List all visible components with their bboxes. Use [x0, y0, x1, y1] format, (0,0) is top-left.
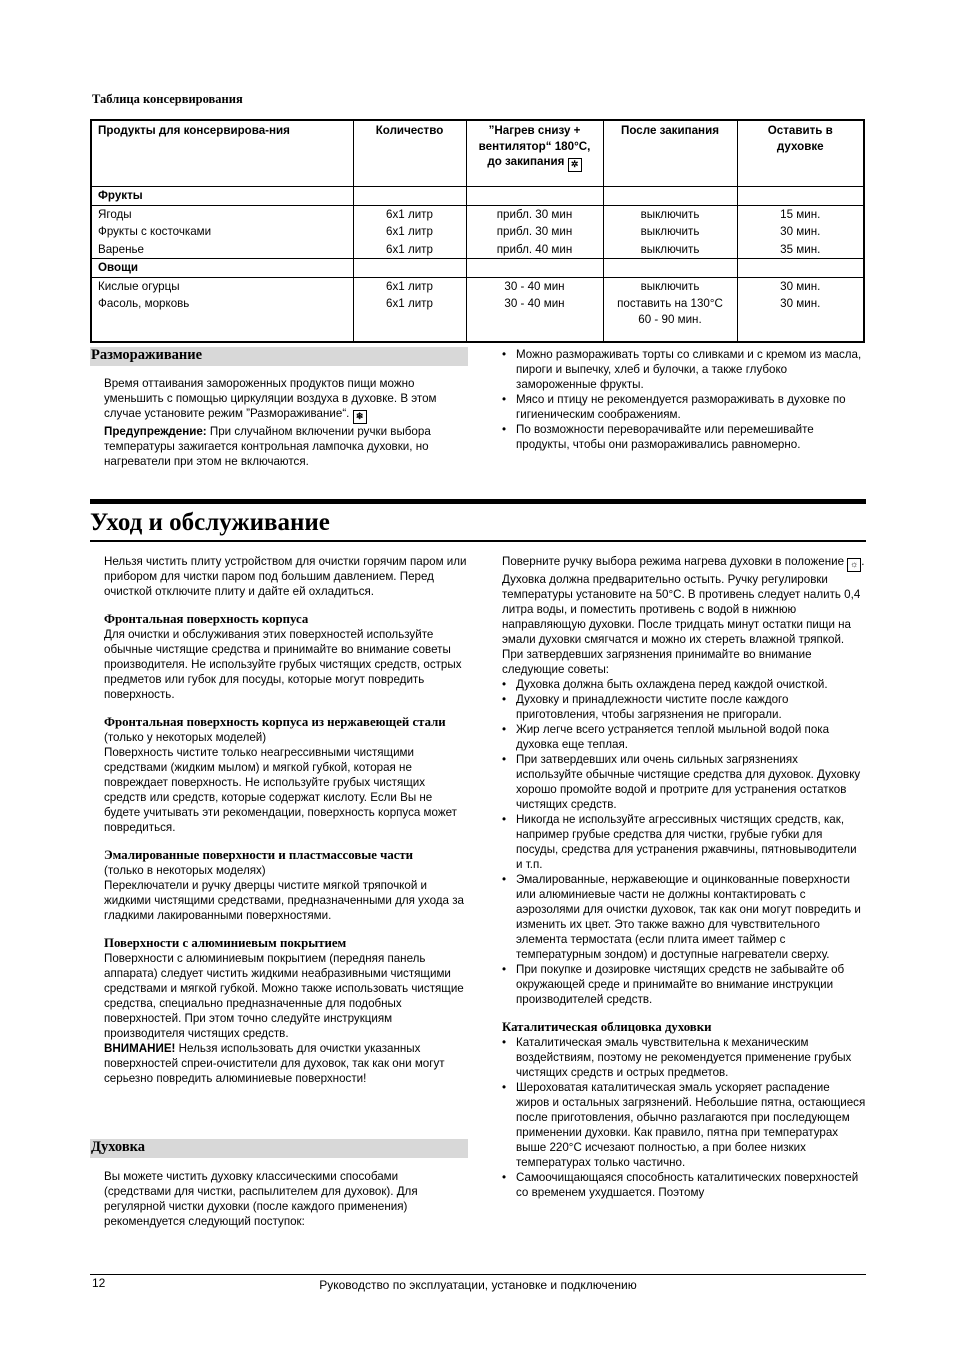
- list-item: • Духовку и принадлежности чистите после каждого приготовления, чтобы загрязнения не пригорали.: [502, 692, 866, 722]
- care-intro: Нельзя чистить плиту устройством для очистки горячим паром или прибором для чистки паром под большим давлением. Перед очисткой отключите плиту и дайте ей охладиться.: [104, 555, 467, 598]
- header-products: Продукты для консервирова-ния: [91, 120, 353, 187]
- group-row: Овощи: [91, 259, 864, 278]
- care-left-column: [104, 554, 468, 1086]
- oven-cleaning-text: Поверните ручку выбора режима нагрева духовки в положение ☼ . Духовка должна предварительно остыть. Ручку регулировки температуры установите на 50°С. В противень следует налить 0,4 литра воды, и поместить противень с водой в нижнюю направляющую духовки. После тридцать минут остатки пищи на эмали духовки смягчатся и можно их стереть влажной тряпкой.: [502, 555, 865, 646]
- steel-note: (только у некоторых моделей): [104, 731, 267, 744]
- table-title: Таблица консервирования: [92, 92, 243, 106]
- title-rule-bottom: [90, 540, 866, 542]
- defrost-text: Время оттаивания замороженных продуктов пищи можно уменьшить с помощью циркуляции воздуха в духовке. В этом случае установите режим ”Размораживание“. ❄ Предупреждение: При случайном включении ручки выбора температуры зажигается контрольная лампочка духовки, но нагреватели при этом не включаются.: [104, 377, 437, 468]
- list-item: • Духовка должна быть охлаждена перед каждой очисткой.: [502, 677, 866, 692]
- list-item: • При покупке и дозировке чистящих средств не забывайте об окружающей среде и принимайте во внимание инструкции производителей средств.: [502, 962, 866, 1007]
- list-item: • Эмалированные, нержавеющие и оцинкованные поверхности или алюминиевые части не должны контактировать с аэрозолями для очистки духовок, так как они могут повредить и изменить их цвет. Это также важно для чувствительного элемента термостата (если плита имеет таймер с температурным зондом) и доступные нагреватели сверху.: [502, 872, 866, 962]
- table-row: Ягоды 6х1 литр прибл. 30 мин выключить 15 мин.: [91, 205, 864, 223]
- enamel-text: Переключатели и ручку дверцы чистите мягкой тряпочкой и жидкими чистящими средствами, предназначенными для ухода за гладкими лакированными поверхностями.: [104, 879, 464, 922]
- care-right-column: [502, 554, 866, 1200]
- oven-cleaning-tips: [502, 677, 866, 1007]
- header-quantity: Количество: [353, 120, 466, 187]
- defrost-heading-bar: [90, 347, 468, 366]
- steel-heading: Фронтальная поверхность корпуса из нержавеющей стали: [104, 715, 446, 729]
- list-item: • Каталитическая эмаль чувствительна к механическим воздействиям, поэтому не рекомендуется применение грубых чистящих средств и острых предметов.: [502, 1035, 866, 1080]
- bottom-heat-fan-icon: ✲: [568, 158, 582, 172]
- canning-table: [90, 119, 865, 343]
- oven-text-block: [104, 1169, 468, 1229]
- table-row: Фасоль, морковь 6х1 литр 30 - 40 мин поставить на 130°С 60 - 90 мин. 30 мин.: [91, 295, 864, 342]
- list-item: • При затвердевших или очень сильных загрязнениях используйте обычные чистящие средства для духовок. Духовку хорошо промойте водой и протрите для устранения остатков чистящих средств.: [502, 752, 866, 812]
- oven-cleaning-tips-intro: При затвердевших загрязнения принимайте во внимание следующие советы:: [502, 648, 812, 676]
- group-row: Фрукты: [91, 187, 864, 206]
- table-row: Варенье 6х1 литр прибл. 40 мин выключить 35 мин.: [91, 241, 864, 259]
- header-leave: Оставить в духовке: [737, 120, 864, 187]
- page-number: 12: [92, 1276, 106, 1290]
- table-row: Фрукты с косточками 6х1 литр прибл. 30 мин выключить 30 мин.: [91, 223, 864, 241]
- list-item: • Можно размораживать торты со сливками и с кремом из масла, пироги и выпечку, хлеб и булочки, а также глубоко замороженные фрукты.: [502, 347, 866, 392]
- table-row: Кислые огурцы 6х1 литр 30 - 40 мин выключить 30 мин.: [91, 277, 864, 295]
- header-heating: ”Нагрев снизу + вентилятор“ 180°С, до закипания ✲: [466, 120, 603, 187]
- oven-heading: Духовка: [91, 1139, 146, 1155]
- table-header-row: [91, 120, 864, 187]
- catalytic-heading: Каталитическая облицовка духовки: [502, 1020, 712, 1034]
- header-after-boil: После закипания: [603, 120, 737, 187]
- list-item: • Жир легче всего устраняется теплой мыльной водой пока духовка еще теплая.: [502, 722, 866, 752]
- enamel-note: (только в некоторых моделях): [104, 864, 266, 877]
- alu-warning: ВНИМАНИЕ! Нельзя использовать для очистки указанных поверхностей спреи-очистители для духовок, так как они могут серьезно повредить алюминиевые поверхности!: [104, 1042, 445, 1085]
- alu-text: Поверхности с алюминиевым покрытием (передняя панель аппарата) следует чистить жидкими неабразивными чистящими средствами и мягкой губкой. Можно также использовать чистящие средства, специально предназначенные для подобных поверхностей. При этом точно следуйте инструкциям производителя чистящих средств.: [104, 952, 464, 1040]
- title-rule-top: [90, 499, 866, 504]
- footer-text: Руководство по эксплуатации, установке и подключению: [319, 1278, 637, 1292]
- defrost-tips: [502, 347, 866, 452]
- oven-mode-icon: ☼: [847, 558, 861, 572]
- oven-text: Вы можете чистить духовку классическими способами (средствами для чистки, распылителем для духовок). Для регулярной чистки духовки (после каждого применения) рекомендуется следующий поступок:: [104, 1170, 418, 1228]
- front-text: Для очистки и обслуживания этих поверхностей используйте обычные чистящие средства и принимайте во внимание советы производителя. Не используйте грубых чистящих средств, острых предметов или губок для посуды, которые могут повредить поверхность.: [104, 628, 462, 701]
- list-item: • Самоочищающаяся способность каталитических поверхностей со временем ухудшается. Поэтому: [502, 1170, 866, 1200]
- front-heading: Фронтальная поверхность корпуса: [104, 612, 309, 626]
- footer-rule: [90, 1274, 866, 1275]
- list-item: • Шероховатая каталитическая эмаль ускоряет распадение жиров и остальных загрязнений. Небольшие пятна, остающиеся после приготовления, обычно разлагаются при последующем применении духовки. Как правило, пятна при температурах выше 220°С исчезают полностью, а при более низких температурах только частично.: [502, 1080, 866, 1170]
- list-item: • Никогда не используйте агрессивных чистящих средств, как, например грубые средства для чистки, грубые губки для посуды, средства для устранения ржавчины, пятновыводители и т.п.: [502, 812, 866, 872]
- page-title: Уход и обслуживание: [90, 509, 330, 536]
- alu-heading: Поверхности с алюминиевым покрытием: [104, 936, 347, 950]
- enamel-heading: Эмалированные поверхности и пластмассовые части: [104, 848, 414, 862]
- list-item: • По возможности переворачивайте или перемешивайте продукты, чтобы они размораживались равномерно.: [502, 422, 866, 452]
- list-item: • Мясо и птицу не рекомендуется размораживать в духовке по гигиеническим соображениям.: [502, 392, 866, 422]
- defrost-heading: Размораживание: [91, 347, 203, 363]
- defrost-icon: ❄: [353, 410, 367, 424]
- oven-heading-bar: [90, 1139, 468, 1158]
- steel-text: Поверхность чистите только неагрессивными чистящими средствами (жидким мылом) и мягкой губкой, которая не повреждает поверхность. Не используйте грубых чистящих средств или средств, которые содержат кислоту. Если Вы не будете учитывать эти рекомендации, поверхность корпуса может повредиться.: [104, 746, 457, 834]
- catalytic-tips: [502, 1035, 866, 1200]
